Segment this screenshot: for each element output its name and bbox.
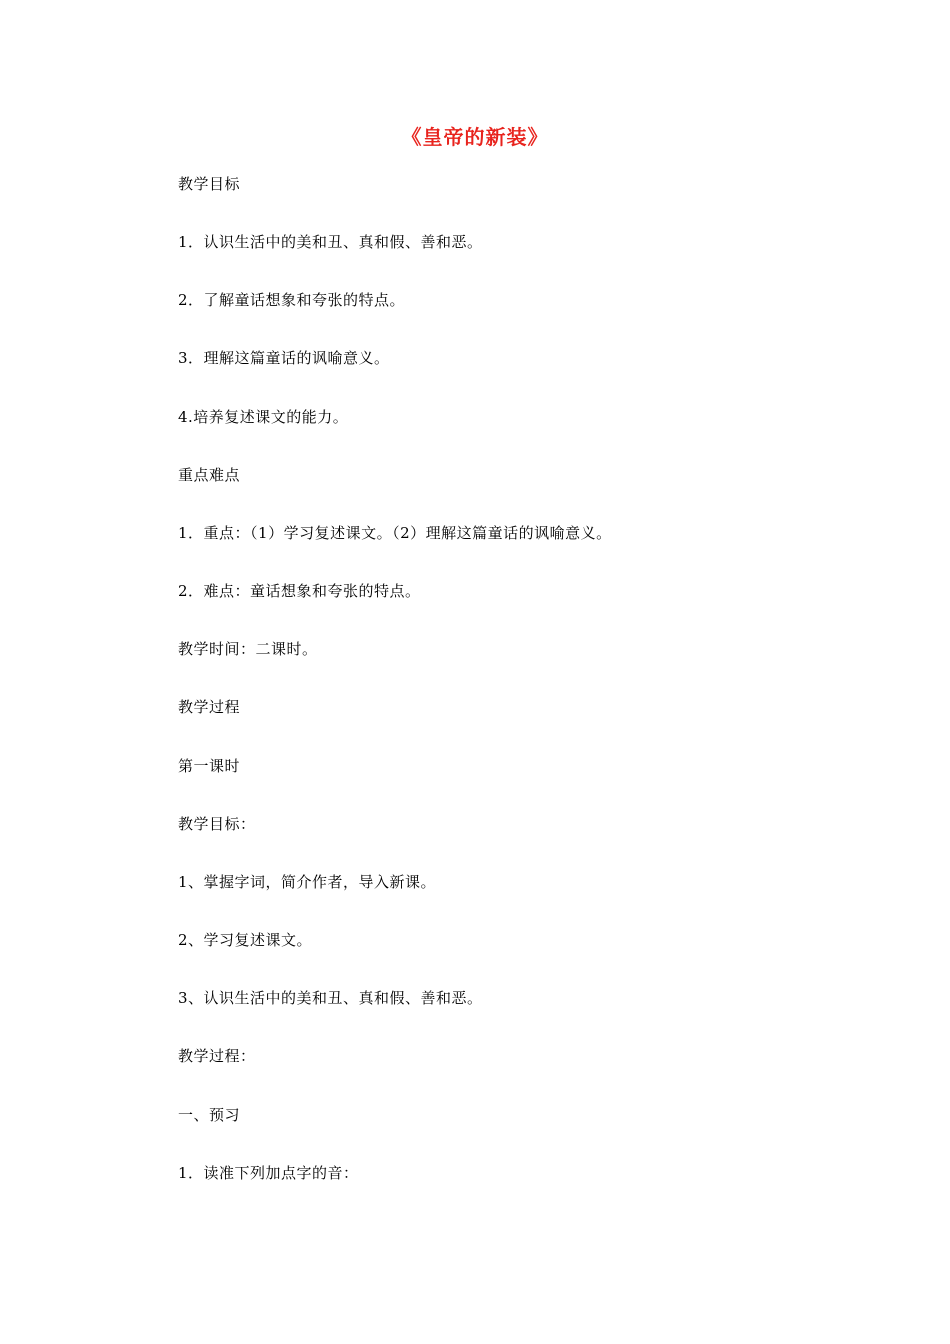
goal-item-4: 4.培养复述课文的能力。 <box>178 408 349 426</box>
preview-heading: 一、预习 <box>178 1106 241 1124</box>
goal-item-1: 1．认识生活中的美和丑、真和假、善和恶。 <box>178 233 483 251</box>
lesson-goal-item-3: 3、认识生活中的美和丑、真和假、善和恶。 <box>178 989 483 1007</box>
lesson-one-heading: 第一课时 <box>178 757 241 775</box>
lesson-goals-heading: 教学目标： <box>178 815 256 833</box>
key-point-item-2: 2．难点：童话想象和夸张的特点。 <box>178 582 421 600</box>
teaching-time: 教学时间：二课时。 <box>178 640 318 658</box>
section-heading-teaching-goals: 教学目标 <box>178 175 241 193</box>
section-heading-teaching-process: 教学过程 <box>178 698 241 716</box>
lesson-goal-item-2: 2、学习复述课文。 <box>178 931 313 949</box>
goal-item-2: 2．了解童话想象和夸张的特点。 <box>178 291 406 309</box>
preview-item-1: 1．读准下列加点字的音： <box>178 1164 359 1182</box>
goal-item-3: 3．理解这篇童话的讽喻意义。 <box>178 349 390 367</box>
lesson-process-heading: 教学过程： <box>178 1047 256 1065</box>
document-title: 《皇帝的新装》 <box>401 125 549 149</box>
section-heading-key-points: 重点难点 <box>178 466 241 484</box>
lesson-goal-item-1: 1、掌握字词，简介作者，导入新课。 <box>178 873 437 891</box>
key-point-item-1: 1．重点：（1）学习复述课文。（2）理解这篇童话的讽喻意义。 <box>178 524 612 542</box>
